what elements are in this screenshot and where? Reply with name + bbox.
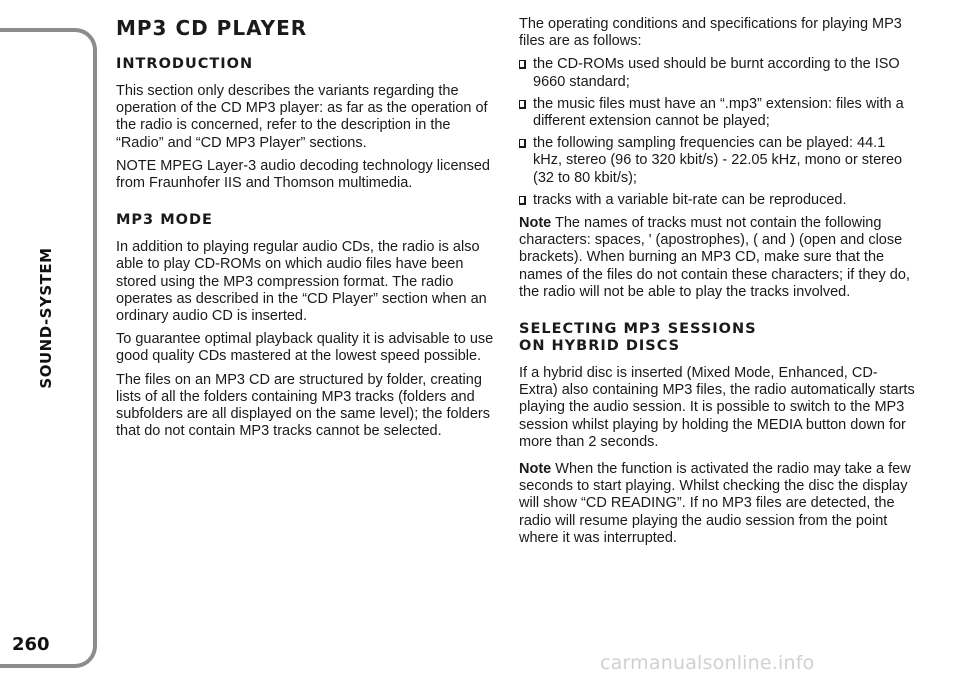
checkbox-bullet-icon [519, 60, 526, 69]
mp3-mode-heading: MP3 MODE [116, 212, 213, 229]
spec-intro: The operating conditions and specifications for playing MP3 files are as follows: [519, 16, 902, 50]
spec-list [519, 56, 915, 209]
page-number: 260 [12, 634, 50, 655]
page-title: MP3 CD PLAYER [116, 16, 308, 40]
checkbox-bullet-icon [519, 196, 526, 205]
list-item: tracks with a variable bit-rate can be reproduced. [519, 192, 915, 209]
note-label: Note [519, 461, 552, 478]
list-item: the CD-ROMs used should be burnt according to the ISO 9660 standard; [519, 56, 915, 90]
list-item: the following sampling frequencies can be played: 44.1 kHz, stereo (96 to 320 kbit/s) - 22.05 kHz, mono or stereo (32 to 80 kbit/s); [519, 135, 915, 187]
note-activation: Note When the function is activated the radio may take a few seconds to start playing. Whilst checking the disc the display will show “CD READING”. If no MP3 files are detected, the radio will resume playing the audio session from the point where it was interrupted. [519, 461, 911, 546]
mode-paragraph-1: In addition to playing regular audio CDs, the radio is also able to play CD-ROMs on which audio files have been stored using the MP3 compression format. The radio operates as described in the “CD Player” section when an ordinary audio CD is inserted. [116, 239, 487, 325]
checkbox-bullet-icon [519, 100, 526, 109]
note-filenames: Note The names of tracks must not contain the following characters: spaces, ' (apostrophes), ( and ) (open and close brackets). When burning an MP3 CD, make sure that the names of the files do not contain these characters; if they do, the radio will not be able to play the tracks involved. [519, 215, 910, 300]
list-item: the music files must have an “.mp3” extension: files with a different extension cannot be played; [519, 96, 915, 130]
right-column [519, 16, 915, 553]
section-label: SOUND-SYSTEM [37, 247, 55, 389]
intro-paragraph-1: This section only describes the variants regarding the operation of the CD MP3 player: as far as the operation of the radio is concerned, refer to the description in the “Radio” and “CD MP3 Player” sections. [116, 83, 488, 151]
left-column [116, 16, 500, 446]
mode-paragraph-2: To guarantee optimal playback quality it is advisable to use good quality CDs mastered at the lowest speed possible. [116, 331, 494, 365]
checkbox-bullet-icon [519, 139, 526, 148]
mode-paragraph-3: The files on an MP3 CD are structured by folder, creating lists of all the folders containing MP3 tracks (folders and subfolders are all displayed on the same level); the folders that do not contain MP3 tracks cannot be selected. [116, 371, 490, 440]
note-label: Note [519, 215, 552, 232]
intro-heading: INTRODUCTION [116, 56, 254, 72]
intro-paragraph-2: NOTE MPEG Layer-3 audio decoding technology licensed from Fraunhofer IIS and Thomson multimedia. [116, 157, 490, 192]
watermark: carmanualsonline.info [600, 652, 815, 674]
hybrid-heading: SELECTING MP3 SESSIONS ON HYBRID DISCS [519, 321, 757, 355]
hybrid-paragraph: If a hybrid disc is inserted (Mixed Mode, Enhanced, CD-Extra) also containing MP3 files, the radio automatically starts playing the audio session. It is possible to switch to the MP3 session whilst playing by holding the MEDIA button down for more than 2 seconds. [519, 365, 915, 450]
